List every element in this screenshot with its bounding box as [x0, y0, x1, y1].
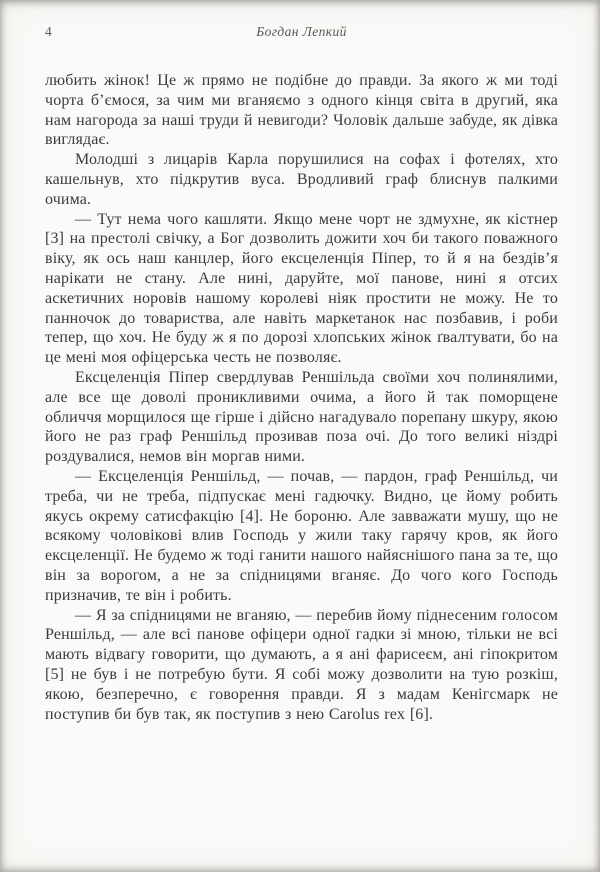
- page-header: [45, 24, 558, 42]
- paragraph-4: Ексцеленція Піпер свердлував Реншільда своїми хоч полинялими, але все ще доволі проникливими очима, а його й так поморщене обличчя морщилося ще гірше і дійсно нагадувало порепану шкуру, якою його не раз граф Реншільд прозивав поза очі. До того великі ніздрі роздувалися, немов він моргав ними.: [45, 368, 558, 466]
- paragraph-3: — Тут нема чого кашляти. Якщо мене чорт не здмухне, як кістнер [3] на престолі свічку, а Бог дозволить дожити хоч би такого поважного віку, як ось наш канцлер, його ексцеленція Піпер, то й я на бездів’я нарікати не стану. Але нині, даруйте, мої панове, нині я отсих аскетичних норовів нашому королеві ніяк простити не можу. Не то панночок до товариства, але навіть маркетанок нас позбавив, і роби тепер, що хоч. Не буду ж я по дорозі хлопських жінок ґвалтувати, бо на це мені моя офіцерська честь не позволяє.: [45, 210, 558, 367]
- paragraph-5: — Ексцеленція Реншільд, — почав, — пардон, граф Реншільд, чи треба, чи не треба, підпускає мені гадючку. Видно, це йому робить якусь окрему сатисфакцію [4]. Не бороню. Але завважати мушу, що не всякому чоловікові влив Господь у жили таку гарячу кров, як його ексцеленції. Не будемо ж тоді ганити нашого найяснішого пана за те, що він за ворогом, а не за спідницями вганяє. До чого кого Господь призначив, те він і робить.: [45, 467, 558, 604]
- text-block: [45, 71, 558, 724]
- running-title: Богдан Лепкий: [256, 24, 347, 39]
- paragraph-6: — Я за спідницями не вганяю, — перебив йому піднесеним голосом Реншільд, — але всі панове офіцери одної гадки зі мною, тільки не всі мають відвагу говорити, що думають, а я ані фарисеєм, ані гіпокритом [5] не був і не потребую бути. Я собі можу дозволити на тую розкіш, якою, безперечно, є говорення правди. Я з мадам Кенігсмарк не поступив би був так, як поступив з нею Carolus rex [6].: [45, 606, 558, 723]
- page-number: 4: [45, 24, 53, 39]
- paragraph-2: Молодші з лицарів Карла порушилися на софах і фотелях, хто кашельнув, хто підкрутив вуса. Вродливий граф блиснув палкими очима.: [45, 151, 558, 208]
- paragraph-1: любить жінок! Це ж прямо не подібне до правди. За якого ж ми тоді чорта б’ємося, за чим ми вганяємо з одного кінця світа в другий, яка нам нагорода за наші труди й невигоди? Чоловік дальше забуде, як дівка виглядає.: [45, 72, 558, 149]
